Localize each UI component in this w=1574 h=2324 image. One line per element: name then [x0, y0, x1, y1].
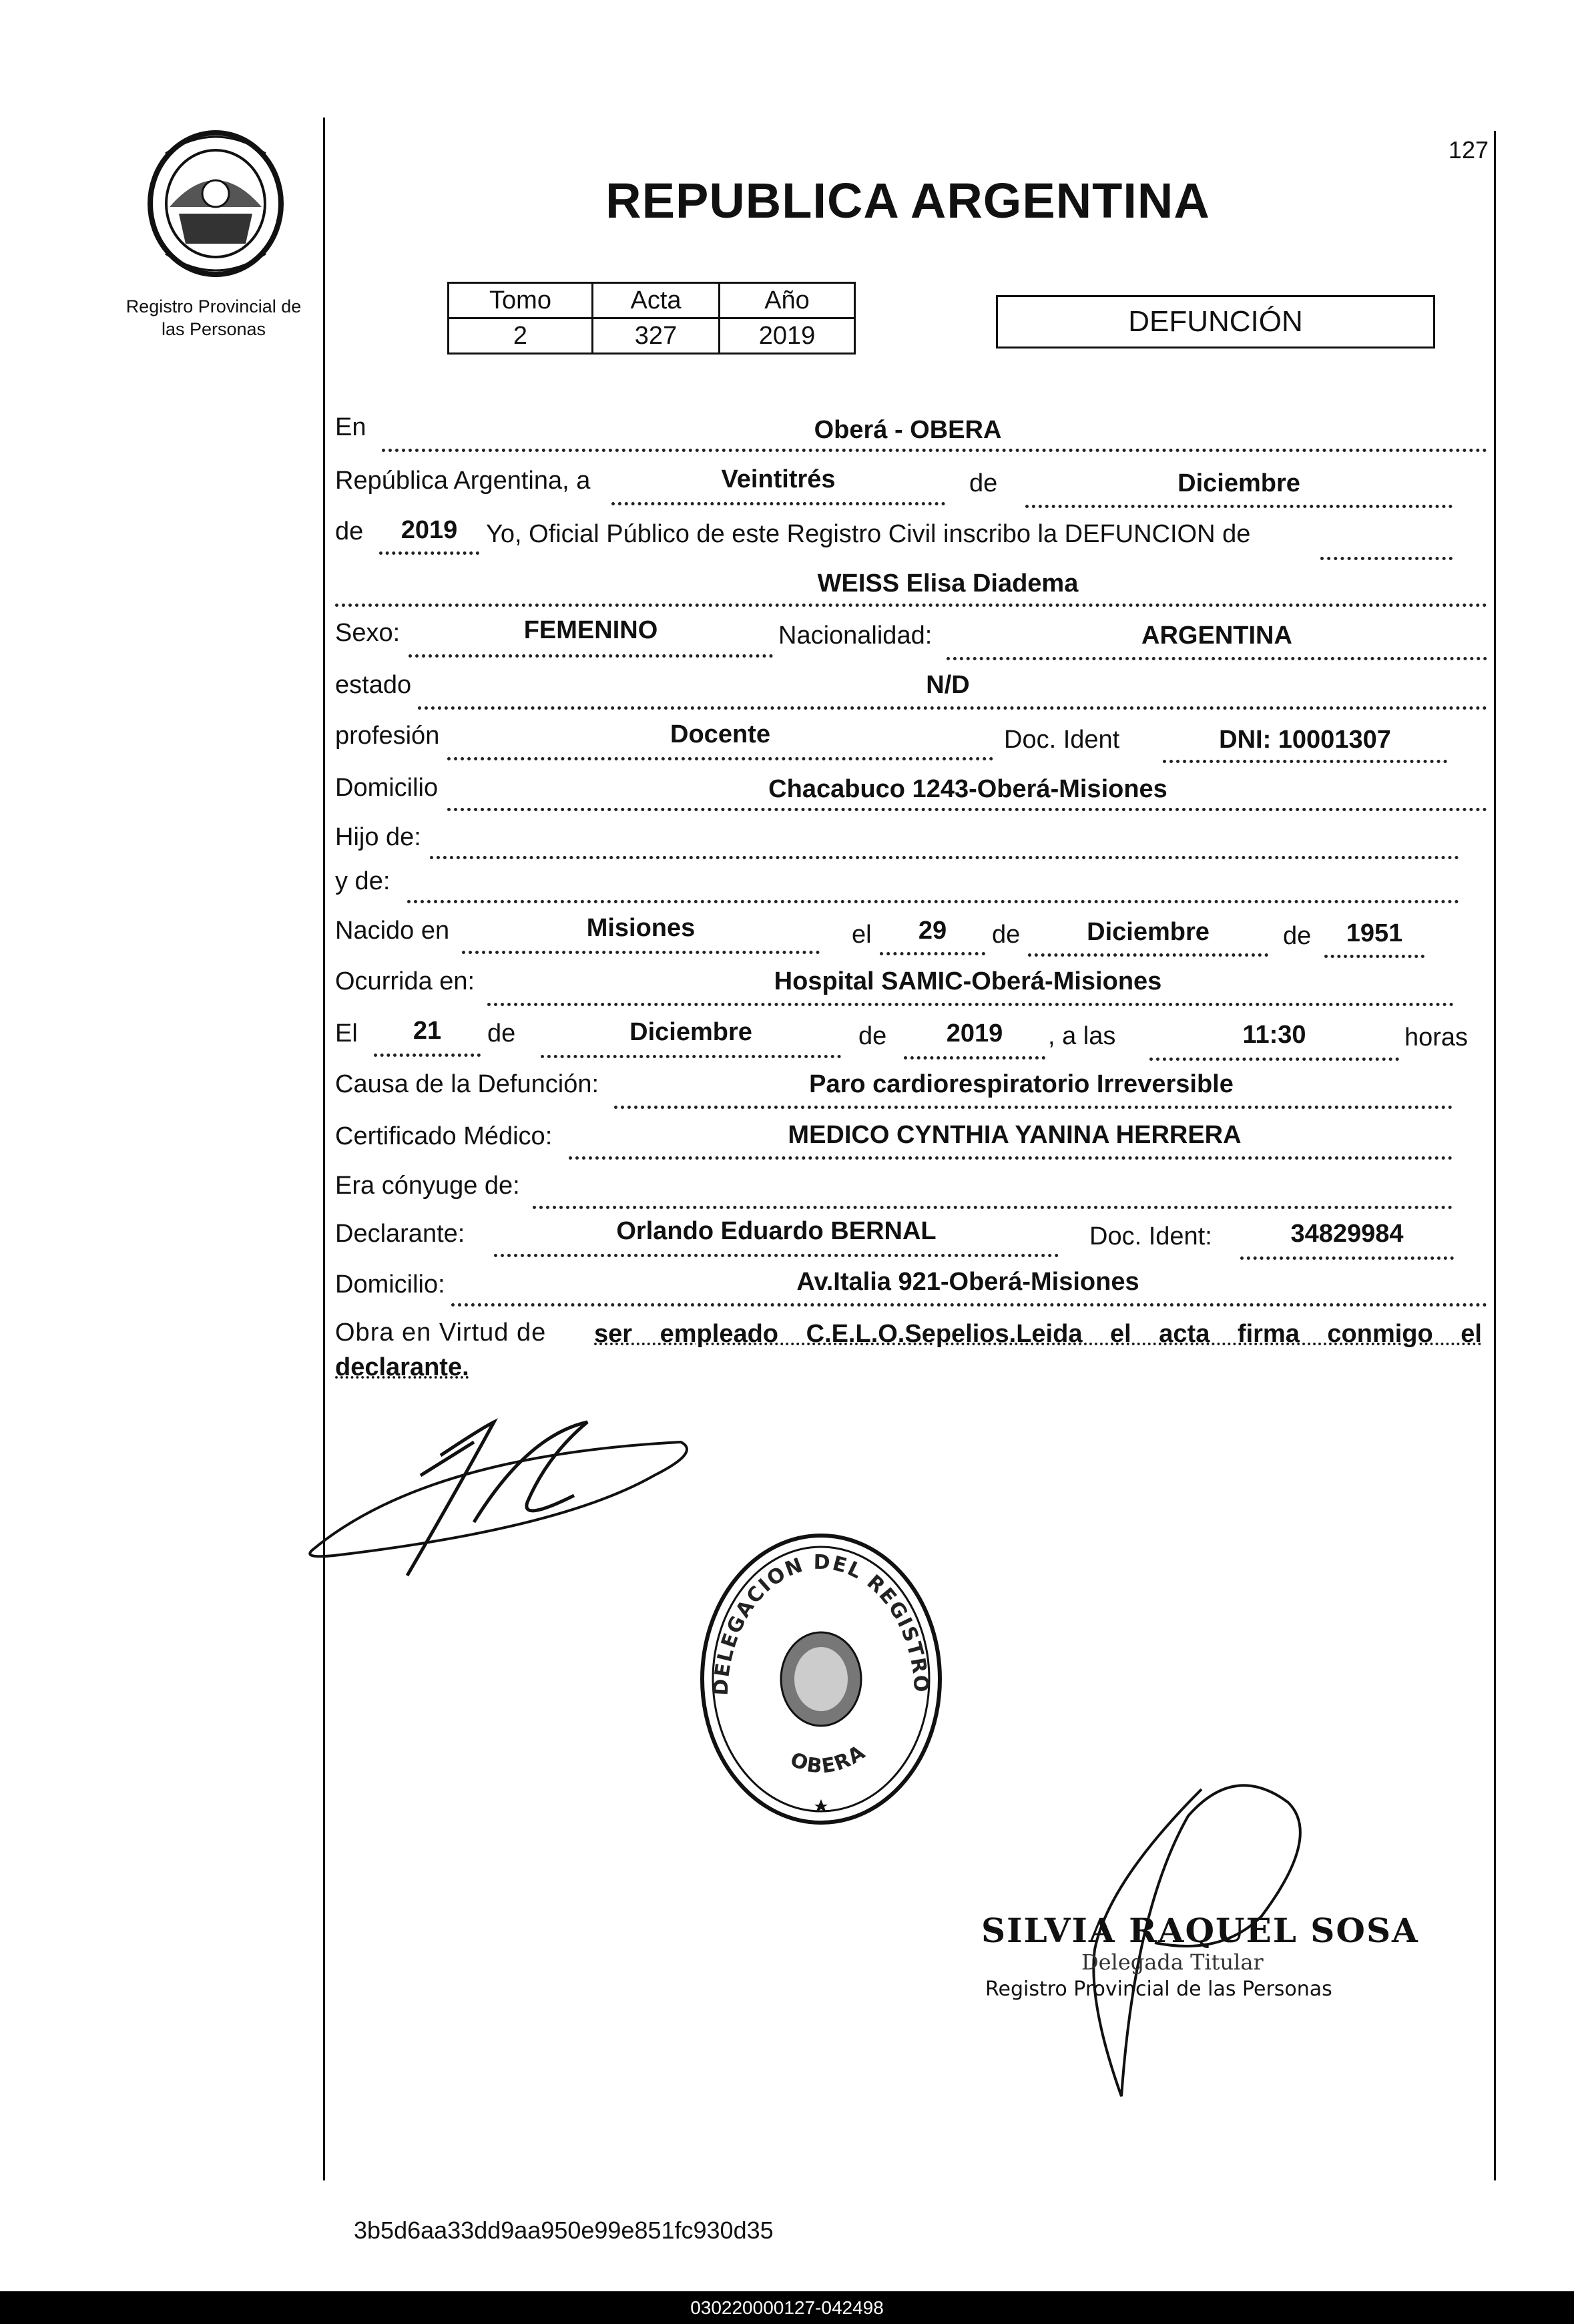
- day-words-value: Veintitrés: [721, 465, 836, 493]
- obra-value-continued: declarante.: [335, 1353, 469, 1381]
- birth-month-value: Diciembre: [1087, 918, 1210, 946]
- dotted-line: [447, 808, 1487, 811]
- dotted-line: [1240, 1256, 1454, 1260]
- death-day-value: 21: [413, 1017, 442, 1045]
- registry-header-anio: Año: [720, 283, 855, 318]
- page-number: 127: [1448, 136, 1489, 164]
- birth-year-value: 1951: [1346, 919, 1403, 947]
- declarante-value: Orlando Eduardo BERNAL: [616, 1217, 937, 1245]
- dotted-line: [614, 1106, 1453, 1109]
- dotted-line: [335, 604, 1487, 607]
- month-value: Diciembre: [1177, 469, 1300, 497]
- dotted-line: [569, 1156, 1453, 1160]
- obra-value: ser empleado C.E.L.O.Sepelios.Leida el acta firma conmigo el: [594, 1320, 1482, 1348]
- seal-ring-textpath: DELEGACION DEL REGISTRO: [709, 1550, 933, 1696]
- footer-code-bar: 030220000127-042498: [0, 2291, 1574, 2324]
- de-label: de: [969, 469, 998, 497]
- doc-ident-value: DNI: 10001307: [1219, 726, 1391, 754]
- domicilio-value: Chacabuco 1243-Oberá-Misiones: [768, 775, 1167, 803]
- doc-ident-label: Doc. Ident: [1004, 726, 1120, 754]
- right-margin-rule: [1494, 131, 1496, 2180]
- sexo-label: Sexo:: [335, 619, 401, 647]
- declarant-signature: [307, 1415, 701, 1589]
- official-org: Registro Provincial de las Personas: [985, 1978, 1332, 2001]
- document-type-box: DEFUNCIÓN: [996, 295, 1435, 348]
- dotted-line: [904, 1056, 1045, 1060]
- declarante-label: Declarante:: [335, 1220, 465, 1248]
- de-label: de: [487, 1019, 516, 1048]
- birth-place-value: Misiones: [586, 914, 696, 942]
- registry-value-anio: 2019: [720, 318, 855, 354]
- ocurrida-value: Hospital SAMIC-Oberá-Misiones: [774, 967, 1162, 995]
- death-month-value: Diciembre: [629, 1018, 752, 1046]
- horas-label: horas: [1404, 1023, 1469, 1052]
- domicilio-label: Domicilio:: [335, 1270, 445, 1299]
- dotted-line: [1028, 953, 1268, 957]
- year-value: 2019: [401, 516, 458, 544]
- el-label: El: [335, 1019, 358, 1048]
- hijo-label: Hijo de:: [335, 823, 421, 851]
- registry-value-tomo: 2: [449, 318, 593, 354]
- dotted-line: [1324, 955, 1424, 958]
- dotted-line: [494, 1254, 1059, 1257]
- registry-table: [447, 282, 856, 355]
- declarante-doc-value: 34829984: [1290, 1220, 1404, 1248]
- domicilio-declarante-value: Av.Italia 921-Oberá-Misiones: [796, 1268, 1139, 1296]
- registry-statement: Yo, Oficial Público de este Registro Civil inscribo la DEFUNCION de: [486, 520, 1251, 548]
- dotted-line: [374, 1054, 481, 1057]
- registry-header-acta: Acta: [593, 283, 720, 318]
- dotted-line: [418, 706, 1487, 710]
- registry-header-tomo: Tomo: [449, 283, 593, 318]
- dotted-line: [379, 551, 479, 555]
- dotted-line: [382, 449, 1487, 452]
- de-label: de: [992, 921, 1021, 949]
- dotted-line: [447, 757, 993, 760]
- dotted-line: [451, 1303, 1487, 1307]
- de-label: de: [858, 1022, 887, 1050]
- registry-header-row: [449, 283, 855, 318]
- de-label: de: [1283, 922, 1312, 950]
- causa-value: Paro cardiorespiratorio Irreversible: [809, 1070, 1234, 1098]
- dotted-line: [541, 1055, 841, 1058]
- de-label: de: [335, 517, 364, 545]
- estado-value: N/D: [926, 671, 970, 699]
- el-label: el: [852, 921, 872, 949]
- estado-label: estado: [335, 671, 412, 699]
- doc-ident-label: Doc. Ident:: [1089, 1222, 1212, 1250]
- conyuge-label: Era cónyuge de:: [335, 1172, 520, 1200]
- dotted-line: [487, 1003, 1454, 1006]
- left-margin-rule: [323, 118, 325, 2180]
- republica-label: República Argentina, a: [335, 467, 591, 495]
- certificado-label: Certificado Médico:: [335, 1122, 553, 1150]
- ocurrida-label: Ocurrida en:: [335, 967, 475, 995]
- sexo-value: FEMENINO: [523, 616, 658, 644]
- official-role: Delegada Titular: [1081, 1949, 1264, 1975]
- yde-label: y de:: [335, 867, 390, 895]
- official-name: SILVIA RAQUEL SOSA: [981, 1911, 1419, 1950]
- dotted-line: [880, 952, 985, 955]
- death-year-value: 2019: [946, 1019, 1003, 1048]
- org-name: [100, 295, 327, 340]
- profesion-label: profesión: [335, 722, 440, 750]
- dotted-line: [533, 1206, 1453, 1209]
- seal-bottom-textpath: OBERA: [786, 1740, 870, 1779]
- seal-bottom-text: [787, 1740, 870, 1779]
- profesion-value: Docente: [670, 720, 770, 748]
- dotted-line: [947, 657, 1487, 660]
- place-value: Oberá - OBERA: [814, 416, 1002, 444]
- document-title: REPUBLICA ARGENTINA: [605, 173, 1210, 228]
- birth-day-value: 29: [918, 917, 947, 945]
- dotted-line: [1163, 760, 1447, 763]
- org-line-1: Registro Provincial de: [125, 296, 302, 316]
- nacionalidad-value: ARGENTINA: [1141, 622, 1292, 650]
- alas-label: , a las: [1048, 1022, 1116, 1050]
- dotted-line: [611, 502, 945, 505]
- causa-label: Causa de la Defunción:: [335, 1070, 599, 1098]
- dotted-line: [1025, 505, 1453, 508]
- province-logo: [146, 127, 286, 277]
- dotted-line: [1320, 557, 1453, 560]
- dotted-line: [407, 900, 1459, 903]
- dotted-line: [1149, 1058, 1399, 1061]
- official-seal: [694, 1529, 948, 1829]
- obra-label: Obra en Virtud de: [335, 1319, 547, 1347]
- org-line-2: las Personas: [161, 319, 266, 339]
- nacionalidad-label: Nacionalidad:: [778, 622, 933, 650]
- document-hash: 3b5d6aa33dd9aa950e99e851fc930d35: [354, 2217, 774, 2244]
- death-time-value: 11:30: [1242, 1021, 1306, 1049]
- nacido-label: Nacido en: [335, 917, 450, 945]
- dotted-line: [409, 654, 773, 658]
- deceased-name-value: WEISS Elisa Diadema: [817, 569, 1079, 598]
- dotted-line: [430, 856, 1459, 859]
- certificado-value: MEDICO CYNTHIA YANINA HERRERA: [788, 1121, 1242, 1149]
- en-label: En: [335, 413, 366, 441]
- registry-value-row: [449, 318, 855, 354]
- dotted-line: [462, 951, 820, 954]
- registry-value-acta: 327: [593, 318, 720, 354]
- domicilio-label: Domicilio: [335, 774, 439, 802]
